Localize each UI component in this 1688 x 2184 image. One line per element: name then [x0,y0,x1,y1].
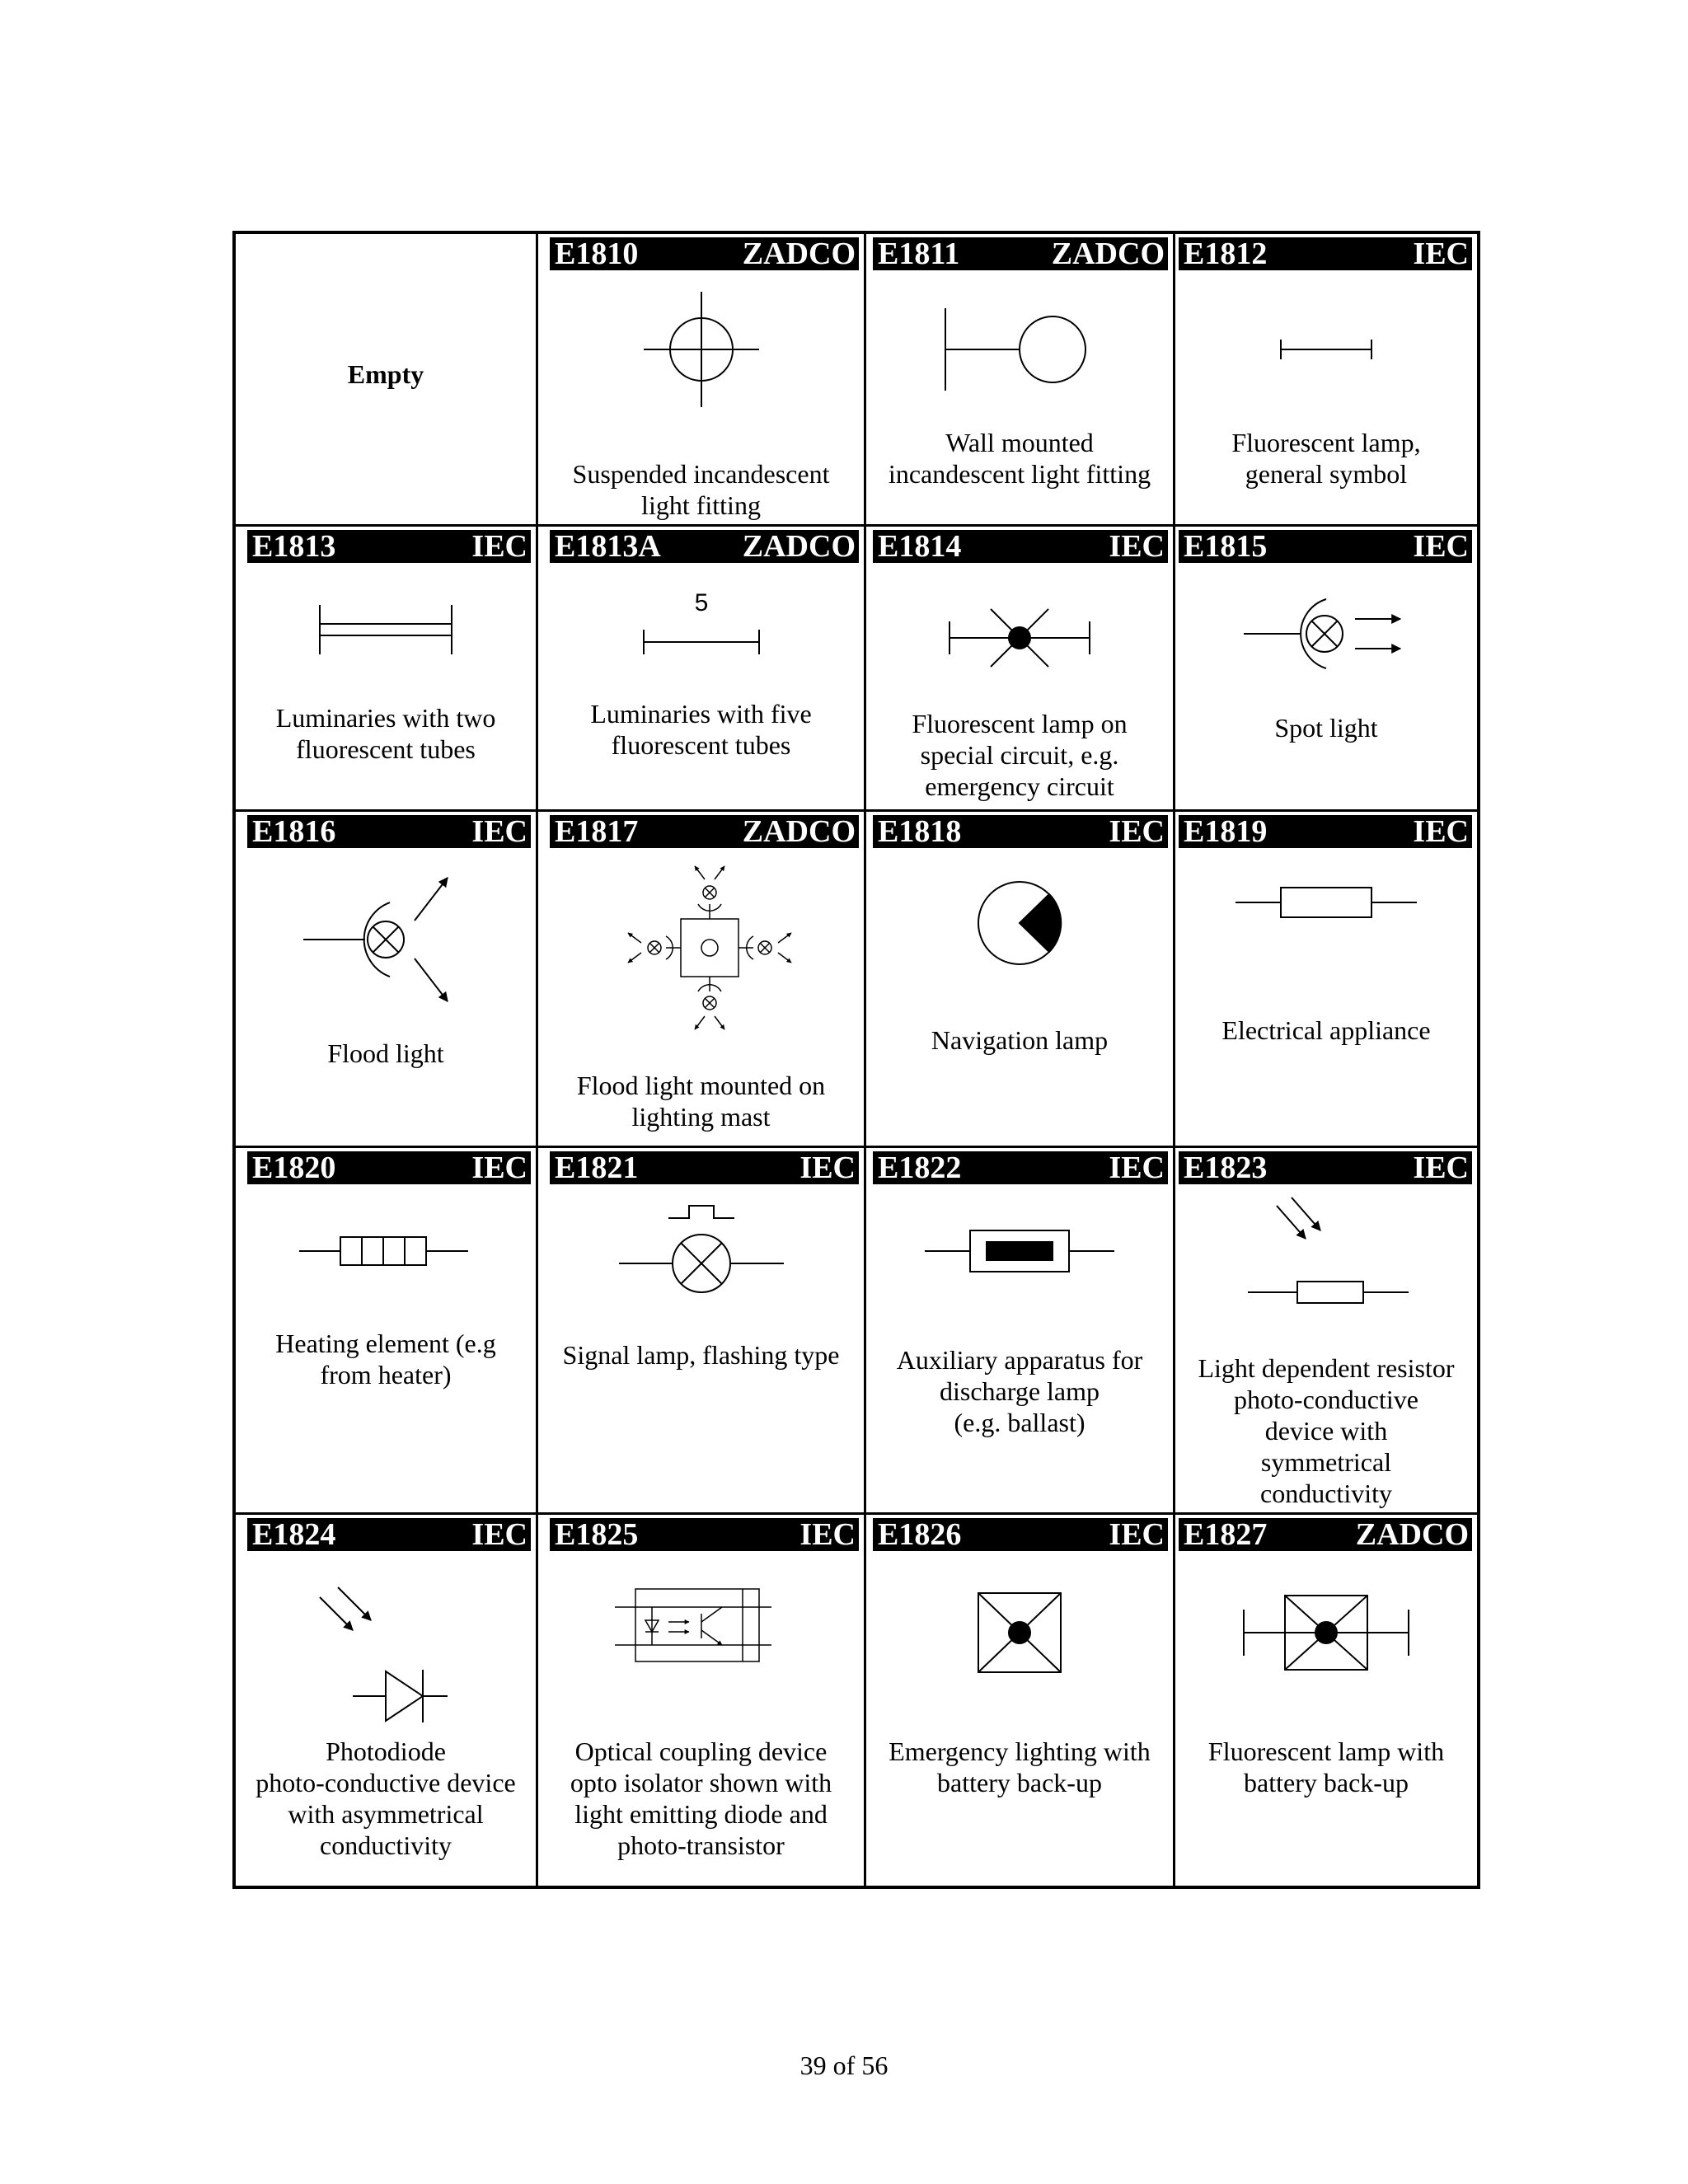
photodiode-icon [236,1556,536,1746]
symbol-code: E1824 [252,1517,336,1552]
signal-lamp-flashing-icon [538,1189,864,1346]
symbol-standard: IEC [1413,237,1469,271]
symbol-standard: ZADCO [1355,1517,1469,1552]
symbol-description: Heating element (e.g from heater) [275,1329,496,1390]
symbol-cell-e1823 [1175,1148,1477,1512]
symbol-header [550,1151,859,1184]
mast-flood-light-icon [538,853,864,1043]
symbol-cell-e1813a [538,527,864,809]
symbol-code: E1811 [878,237,960,271]
symbol-standard: IEC [1109,1151,1165,1185]
empty-cell [236,234,536,524]
symbol-code: E1815 [1184,529,1268,564]
symbol-standard: IEC [799,1151,856,1185]
light-dependent-resistor-icon [1175,1189,1477,1346]
symbol-description: Photodiode photo-conductive device with asymmetrical conductivity [256,1736,516,1860]
symbol-standard: IEC [471,529,528,564]
two-tube-luminaire-icon [236,568,536,724]
symbol-code: E1818 [878,814,962,849]
symbol-code: E1814 [878,529,962,564]
symbol-header [247,1151,531,1184]
symbol-header [873,1518,1168,1551]
symbol-standard: IEC [1109,814,1165,849]
symbol-description: Fluorescent lamp with battery back-up [1207,1736,1445,1797]
symbol-code: E1817 [555,814,639,849]
opto-isolator-icon [538,1556,864,1721]
symbol-code: E1821 [555,1151,639,1185]
symbol-header [1179,1151,1472,1184]
symbol-standard: IEC [1109,1517,1165,1552]
symbol-standard: IEC [471,814,528,849]
symbol-standard: ZADCO [742,237,856,271]
symbol-cell-e1818 [866,812,1173,1146]
symbol-header [1179,237,1472,270]
symbol-header [550,815,859,848]
symbol-cell-e1825 [538,1515,864,1886]
symbol-header [247,1518,531,1551]
symbol-standard: IEC [471,1517,528,1552]
symbol-header [247,530,531,563]
symbol-code: E1827 [1184,1517,1268,1552]
symbol-description: Auxiliary apparatus for discharge lamp (e.g. ballast) [896,1345,1143,1437]
symbol-standard: IEC [799,1517,856,1552]
symbol-code: E1813 [252,529,336,564]
symbol-header [1179,815,1472,848]
symbol-cell-e1820 [236,1148,536,1512]
symbol-header [873,237,1168,270]
symbol-code: E1816 [252,814,336,849]
fluorescent-battery-icon [1175,1564,1477,1721]
symbol-code: E1822 [878,1151,962,1185]
heating-element-icon [236,1189,536,1346]
symbol-cell-e1810 [538,234,864,524]
symbol-description: Flood light [327,1038,444,1068]
wall-mounted-light-icon [866,275,1173,432]
symbol-cell-e1811 [866,234,1173,524]
symbol-header [1179,1518,1472,1551]
symbol-table [232,231,1480,1889]
symbol-description: Emergency lighting with battery back-up [889,1736,1151,1797]
empty-label: Empty [347,359,424,389]
symbol-description: Navigation lamp [931,1025,1109,1055]
symbol-cell-e1817 [538,812,864,1146]
fluorescent-lamp-icon [1175,275,1477,432]
navigation-lamp-icon [866,853,1173,1010]
symbol-header [550,237,859,270]
electrical-appliance-icon [1175,845,1477,1001]
symbol-standard: IEC [471,1151,528,1185]
symbol-cell-e1826 [866,1515,1173,1886]
symbol-code: E1819 [1184,814,1268,849]
symbol-header [873,815,1168,848]
symbol-header [873,1151,1168,1184]
symbol-standard: IEC [1109,529,1165,564]
symbol-cell-e1816 [236,812,536,1146]
symbol-code: E1813A [555,529,661,564]
symbol-header [550,1518,859,1551]
page-number: 39 of 56 [799,2050,889,2080]
symbol-cell-e1814 [866,527,1173,809]
symbol-cell-e1812 [1175,234,1477,524]
symbol-description: Fluorescent lamp, general symbol [1231,428,1421,489]
symbol-description: Spot light [1274,713,1378,743]
symbol-cell-e1815 [1175,527,1477,809]
symbol-standard: IEC [1413,529,1469,564]
symbol-header [247,815,531,848]
symbol-standard: IEC [1413,1151,1469,1185]
symbol-description: Electrical appliance [1221,1015,1431,1045]
symbol-cell-e1813 [236,527,536,809]
symbol-header [873,530,1168,563]
tube-count-label: 5 [694,589,708,616]
symbol-code: E1810 [555,237,639,271]
symbol-description: Wall mounted incandescent light fitting [888,428,1151,489]
symbol-description: Optical coupling device opto isolator shown with light emitting diode and photo-transistor [570,1736,832,1860]
symbol-description: Luminaries with two fluorescent tubes [275,703,496,764]
symbol-header [550,530,859,563]
suspended-incandescent-icon [538,275,864,432]
symbol-cell-e1827 [1175,1515,1477,1886]
symbol-description: Luminaries with five fluorescent tubes [590,699,812,760]
ballast-icon [866,1189,1173,1346]
symbol-description: Flood light mounted on lighting mast [576,1071,826,1132]
symbol-cell-e1821 [538,1148,864,1512]
symbol-code: E1823 [1184,1151,1268,1185]
symbol-code: E1825 [555,1517,639,1552]
symbol-description: Light dependent resistor photo-conductive device with symmetrical conductivity [1198,1353,1455,1508]
spot-light-icon [1175,568,1477,724]
symbol-code: E1826 [878,1517,962,1552]
symbol-standard: ZADCO [742,529,856,564]
emergency-fluorescent-icon [866,568,1173,724]
symbol-description: Fluorescent lamp on special circuit, e.g. emergency circuit [912,709,1128,801]
symbol-standard: ZADCO [1051,237,1165,271]
emergency-lighting-battery-icon [866,1564,1173,1721]
symbol-standard: IEC [1413,814,1469,849]
symbol-description: Suspended incandescent light fitting [572,459,830,520]
symbol-code: E1820 [252,1151,336,1185]
flood-light-icon [236,853,536,1034]
symbol-standard: ZADCO [742,814,856,849]
symbol-cell-e1819 [1175,812,1477,1146]
symbol-cell-e1822 [866,1148,1173,1512]
symbol-description: Signal lamp, flashing type [562,1340,840,1370]
symbol-cell-e1824 [236,1515,536,1886]
symbol-code: E1812 [1184,237,1268,271]
symbol-header [1179,530,1472,563]
